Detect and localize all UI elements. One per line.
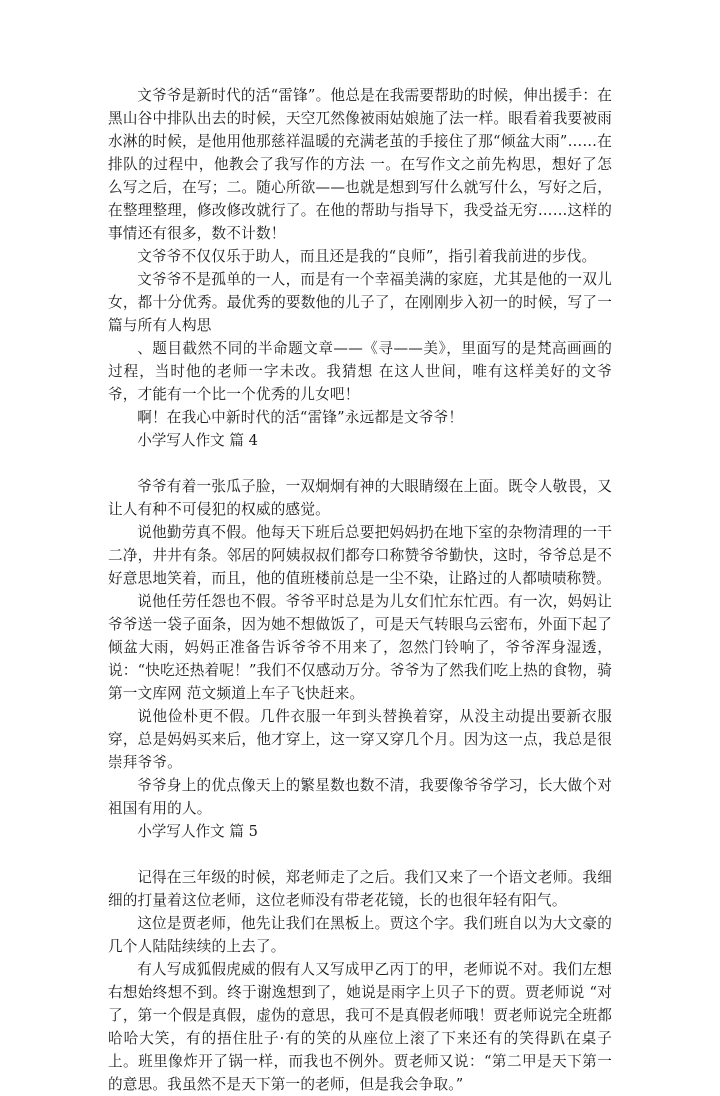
paragraph: 说他勤劳真不假。他每天下班后总要把妈妈扔在地下室的杂物清理的一干二净，井井有条。邻居的阿姨叔叔们都夸口称赞爷爷勤快，这时，爷爷总是不好意思地笑着，而且，他的值班楼前总是一尘不染，让路过的人都啧啧称赞。 [108,524,612,587]
section-heading-5: 小学写人作文 篇 5 [137,823,258,840]
paragraph: 、题目截然不同的半命题文章——《寻——美》，里面写的是梵高画画的过程，当时他的老师一字未改。我猜想 在这人世间，唯有这样美好的文爷爷，才能有一个比一个优秀的儿女吧！ [108,340,612,403]
paragraph: 有人写成狐假虎威的假有人又写成甲乙丙丁的甲，老师说不对。我们左想右想始终想不到。终于谢逸想到了，她说是雨字上贝子下的贾。贾老师说 “对了，第一个假是真假，虚伪的意思，我可不是真假老师哦！贾老师说完全班都哈哈大笑，有的捂住肚子·有的笑的从座位上滚了下来还有的笑得趴在桌子上。班里像炸开了锅一样，而我也不例外。贾老师又说：“第二甲是天下第一的意思。我虽然不是天下第一的老师，但是我会争取。” [108,961,612,1093]
paragraph: 爷爷身上的优点像天上的繁星数也数不清，我要像爷爷学习，长大做个对祖国有用的人。 [108,777,612,817]
paragraph: 说他俭朴更不假。几件衣服一年到头替换着穿，从没主动提出要新衣服穿，总是妈妈买来后，他才穿上，这一穿又穿几个月。因为这一点，我总是很崇拜爷爷。 [108,708,612,771]
section-heading-4: 小学写人作文 篇 4 [137,432,258,449]
spacer [108,843,612,866]
paragraph: 文爷爷是新时代的活“雷锋”。他总是在我需要帮助的时候，伸出援手：在黑山谷中排队出去的时候，天空兀然像被雨姑娘施了法一样。眼看着我要被雨水淋的时候，是他用他那慈祥温暖的充满老茧的手接住了那“倾盆大雨”……在排队的过程中，他教会了我写作的方法 一。在写作文之前先构思，想好了怎么写之后，在写；二。随心所欲——也就是想到写什么就写什么，写好之后，在整理整理，修改修改就行了。在他的帮助与指导下，我受益无穷……这样的事情还有很多，数不计数！ [108,87,612,242]
paragraph: 这位是贾老师，他先让我们在黑板上。贾这个字。我们班自以为大文豪的几个人陆陆续续的上去了。 [108,915,612,955]
spacer [108,452,612,475]
document-page [108,84,612,1096]
paragraph: 文爷爷不仅仅乐于助人，而且还是我的“良师”，指引着我前进的步伐。 [137,248,597,265]
paragraph: 啊！在我心中新时代的活“雷锋”永远都是文爷爷！ [137,409,464,426]
paragraph: 说他任劳任怨也不假。爷爷平时总是为儿女们忙东忙西。有一次，妈妈让爷爷送一袋子面条，因为她不想做饭了，可是天气转眼乌云密布，外面下起了倾盆大雨，妈妈正准备告诉爷爷不用来了，忽然门铃响了，爷爷浑身湿透，说：“快吃还热着呢！”我们不仅感动万分。爷爷为了然我们吃上热的食物，骑第一文库网 范文频道上车子飞快赶来。 [108,593,612,702]
paragraph: 文爷爷不是孤单的一人，而是有一个幸福美满的家庭，尤其是他的一双儿女，都十分优秀。最优秀的要数他的儿子了，在刚刚步入初一的时候，写了一篇与所有人构思 [108,271,612,334]
paragraph: 记得在三年级的时候，郑老师走了之后。我们又来了一个语文老师。我细细的打量着这位老师，这位老师没有带老花镜，长的也很年轻有阳气。 [108,869,612,909]
paragraph: 爷爷有着一张瓜子脸，一双炯炯有神的大眼睛缀在上面。既令人敬畏，又让人有种不可侵犯的权威的感觉。 [108,478,612,518]
